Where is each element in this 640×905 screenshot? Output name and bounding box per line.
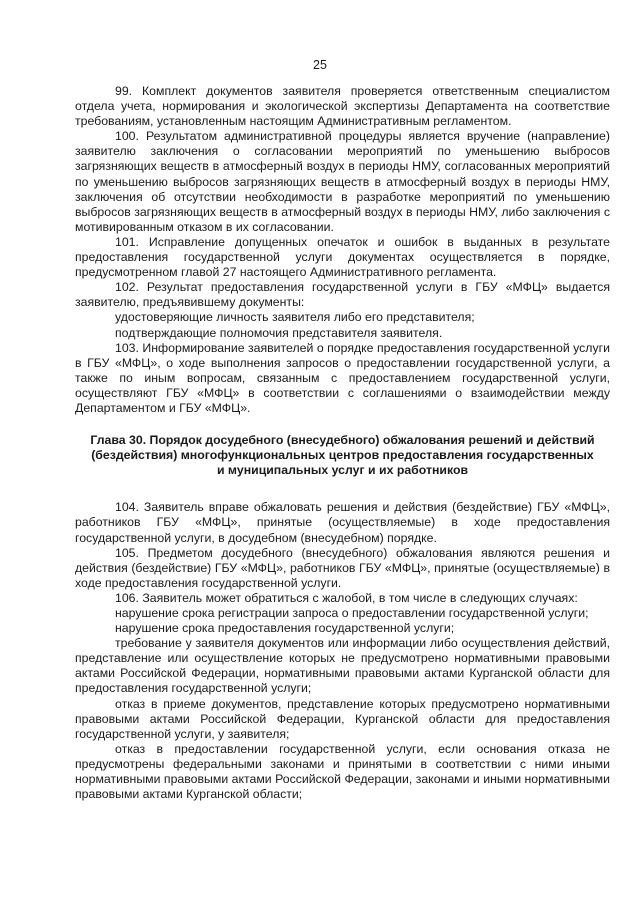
- list-item-refusal-to-accept: отказ в приеме документов, представление которых предусмотрено нормативными правовыми актами Российской Федерации, Курганской области для предоставления государственной услуги, у заявителя;: [75, 696, 610, 741]
- list-item-service-delay: нарушение срока предоставления государственной услуги;: [115, 621, 455, 636]
- paragraph-106: 106. Заявитель может обратиться с жалобой, в том числе в следующих случаях:: [115, 590, 578, 605]
- paragraph-105: 105. Предметом досудебного (внесудебного) обжалования являются решения и действия (бездействие) ГБУ «МФЦ», работников ГБУ «МФЦ», принятые (осуществляемые) в ходе предоставления государственной услуги.: [75, 545, 610, 590]
- list-item-refusal-of-service: отказ в предоставлении государственной услуги, если основания отказа не предусмотрены федеральными законами и принятыми в соответствии с ними иными нормативными правовыми актами Российской Федерации, законами и иными нормативными правовыми актами Курганской области;: [75, 741, 610, 802]
- chapter-heading-line-2: (бездействия) многофункциональных центров предоставления государственных: [91, 448, 594, 463]
- paragraph-102: 102. Результат предоставления государственной услуги в ГБУ «МФЦ» выдается заявителю, предъявившему документы:: [75, 280, 610, 310]
- list-item-extra-documents: требование у заявителя документов или информации либо осуществления действий, представление или осуществление которых не предусмотрено нормативными правовыми актами Российской Федерации, нормативными правовыми актами Курганской области для предоставления государственной услуги;: [75, 636, 610, 696]
- paragraph-100: 100. Результатом административной процедуры является вручение (направление) заявителю заключения о согласовании мероприятий по уменьшению выбросов загрязняющих веществ в атмосферный воздух в периоды НМУ, согласованных мероприятий по уменьшению выбросов загрязняющих веществ в атмосферный воздух в периоды НМУ, заключения об отсутствии необходимости в разработке мероприятий по уменьшению выбросов загрязняющих веществ в атмосферный воздух в периоды НМУ, либо заключения с мотивированным отказом в их согласовании.: [75, 129, 610, 234]
- chapter-heading-line-3: и муниципальных услуг и их работников: [216, 463, 469, 478]
- paragraph-104: 104. Заявитель вправе обжаловать решения и действия (бездействие) ГБУ «МФЦ», работников ГБУ «МФЦ», принятые (осуществляемые) в ходе предоставления государственной услуги, в досудебном (внесудебном) порядке.: [75, 500, 610, 545]
- page-number: 25: [313, 58, 327, 72]
- paragraph-99: 99. Комплект документов заявителя проверяется ответственным специалистом отдела учета, нормирования и экологической экспертизы Департамента на соответствие требованиям, установленным настоящим Административным регламентом.: [75, 84, 610, 129]
- list-item-authority-docs: подтверждающие полномочия представителя заявителя.: [115, 325, 443, 340]
- paragraph-103: 103. Информирование заявителей о порядке предоставления государственной услуги в ГБУ «МФЦ», о ходе выполнения запросов о предоставлении государственной услуги, а также по иным вопросам, связанным с предоставлением государственной услуги, осуществляют ГБУ «МФЦ» в соответствии с соглашениями о взаимодействии между Департаментом и ГБУ «МФЦ».: [75, 340, 610, 415]
- list-item-identity-docs: удостоверяющие личность заявителя либо его представителя;: [115, 310, 475, 325]
- list-item-registration-delay: нарушение срока регистрации запроса о предоставлении государственной услуги;: [115, 606, 589, 620]
- chapter-heading-line-1: Глава 30. Порядок досудебного (внесудебного) обжалования решений и действий: [90, 433, 595, 448]
- paragraph-101: 101. Исправление допущенных опечаток и ошибок в выданных в результате предоставления государственной услуги документах осуществляется в порядке, предусмотренном главой 27 настоящего Административного регламента.: [75, 234, 610, 280]
- chapter-30-heading: [75, 433, 610, 478]
- document-body: [75, 84, 610, 802]
